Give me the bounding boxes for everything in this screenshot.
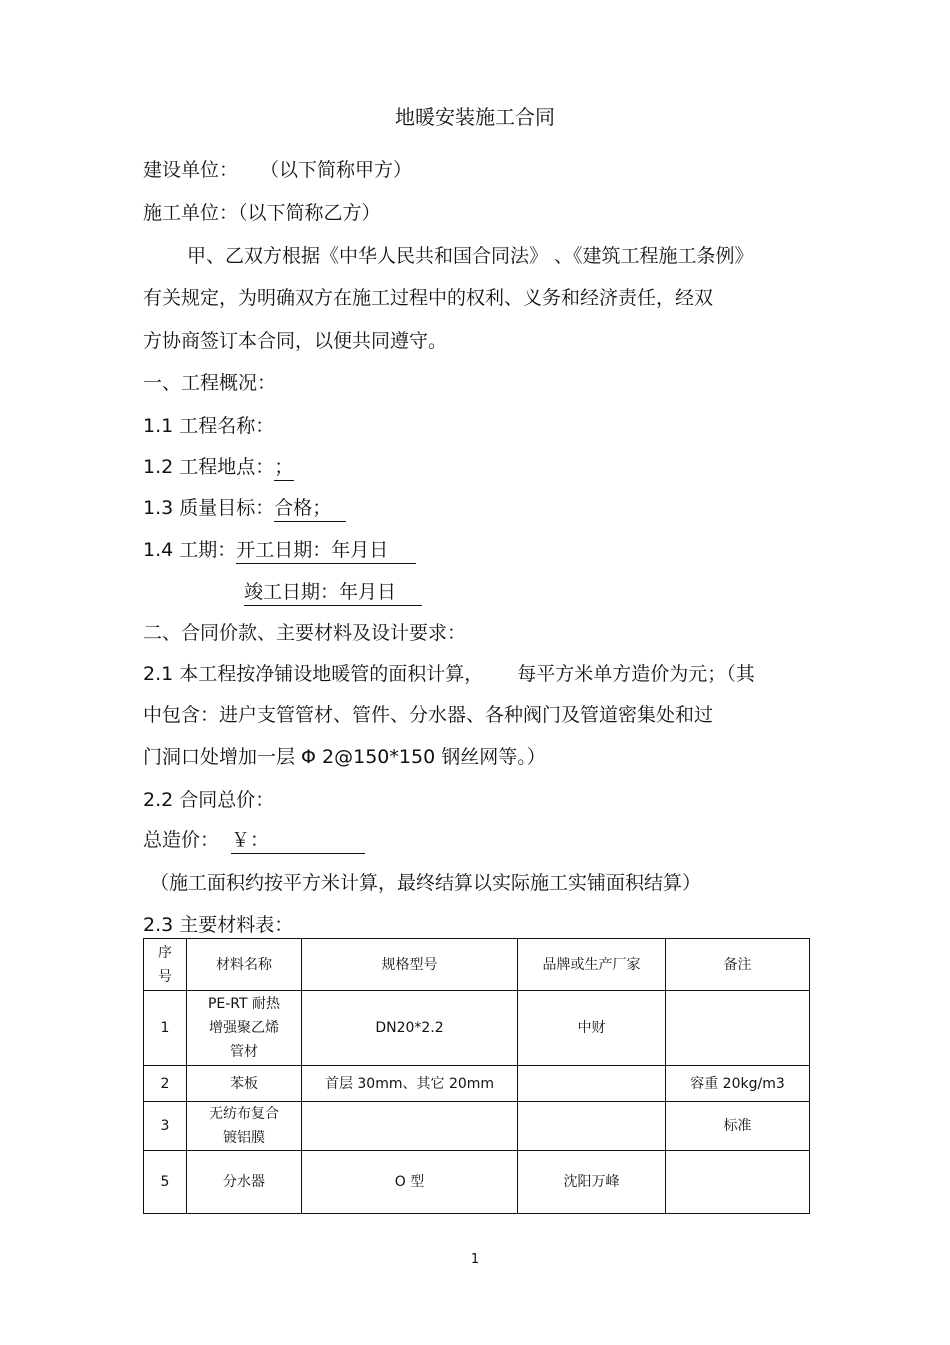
area-note: （施工面积约按平方米计算，最终结算以实际施工实铺面积结算） [150,872,702,894]
page-number: 1 [470,1252,480,1267]
party-b-note: （以下简称乙方） [238,202,381,224]
project-location-label: 1.2 工程地点： [143,456,275,478]
end-date: 竣工日期：年月日 [244,580,422,606]
row-remark: 标准 [666,1102,810,1151]
header-brand: 品牌或生产厂家 [518,939,666,991]
row-name: 无纺布复合 镀铝膜 [187,1102,302,1151]
row-name: 苯板 [187,1066,302,1102]
section-1-heading: 一、工程概况： [143,372,277,394]
party-b-label: 施工单位： [143,202,239,224]
row-brand: 中财 [518,991,666,1066]
row-no: 1 [144,991,187,1066]
row-no: 2 [144,1066,187,1102]
table-row [144,1102,810,1151]
row-remark: 容重 20kg/m3 [666,1066,810,1102]
period-label: 1.4 工期： [143,539,237,561]
table-row [144,1066,810,1102]
intro-line-3: 方协商签订本合同，以便共同遵守。 [143,330,448,352]
row-no: 5 [144,1151,187,1214]
row-spec [302,1102,518,1151]
table-row [144,991,810,1066]
materials-table [143,938,810,1214]
party-a-note: （以下简称甲方） [260,159,413,181]
pricing-line-1a: 2.1 本工程按净铺设地暖管的面积计算， [143,663,484,685]
pricing-line-2: 中包含：进户支管管材、管件、分水器、各种阀门及管道密集处和过 [143,704,714,726]
row-remark [666,991,810,1066]
pricing-line-1 [143,662,755,686]
table-header-row [144,939,810,991]
pricing-line-1b: 每平方米单方造价为元；（其 [517,663,755,685]
row-name: PE-RT 耐热 增强聚乙烯 管材 [187,991,302,1066]
project-location-value: ； [274,455,294,481]
quality-value: 合格； [274,496,346,522]
materials-heading: 2.3 主要材料表： [143,914,294,936]
document-title: 地暖安装施工合同 [395,105,555,129]
row-brand [518,1102,666,1151]
row-brand [518,1066,666,1102]
project-location-line [143,455,294,481]
party-b-line [143,201,381,225]
table-row [144,1151,810,1214]
project-name-label: 1.1 工程名称： [143,415,275,437]
pricing-line-3: 门洞口处增加一层 Φ 2@150*150 钢丝网等。） [143,746,546,768]
quality-line [143,496,346,522]
row-spec: 首层 30mm、其它 20mm [302,1066,518,1102]
header-remark: 备注 [666,939,810,991]
intro-line-2: 有关规定，为明确双方在施工过程中的权利、义务和经济责任，经双 [143,287,714,309]
section-2-heading: 二、合同价款、主要材料及设计要求： [143,622,467,644]
total-value: ￥： [231,828,365,854]
quality-label: 1.3 质量目标： [143,497,275,519]
period-line [143,538,416,564]
header-spec: 规格型号 [302,939,518,991]
total-heading: 2.2 合同总价： [143,789,275,811]
row-no: 3 [144,1102,187,1151]
end-date-line [244,580,422,606]
row-brand: 沈阳万峰 [518,1151,666,1214]
row-spec: O 型 [302,1151,518,1214]
header-name: 材料名称 [187,939,302,991]
start-date: 开工日期：年月日 [236,538,416,564]
header-no: 序 号 [144,939,187,991]
total-label: 总造价： [143,829,220,851]
row-remark [666,1151,810,1214]
total-line [143,828,365,854]
party-a-label: 建设单位： [143,159,239,181]
party-a-line [143,158,412,182]
row-name: 分水器 [187,1151,302,1214]
row-spec: DN20*2.2 [302,991,518,1066]
intro-line-1: 甲、乙双方根据《中华人民共和国合同法》 、《建筑工程施工条例》 [187,245,754,267]
